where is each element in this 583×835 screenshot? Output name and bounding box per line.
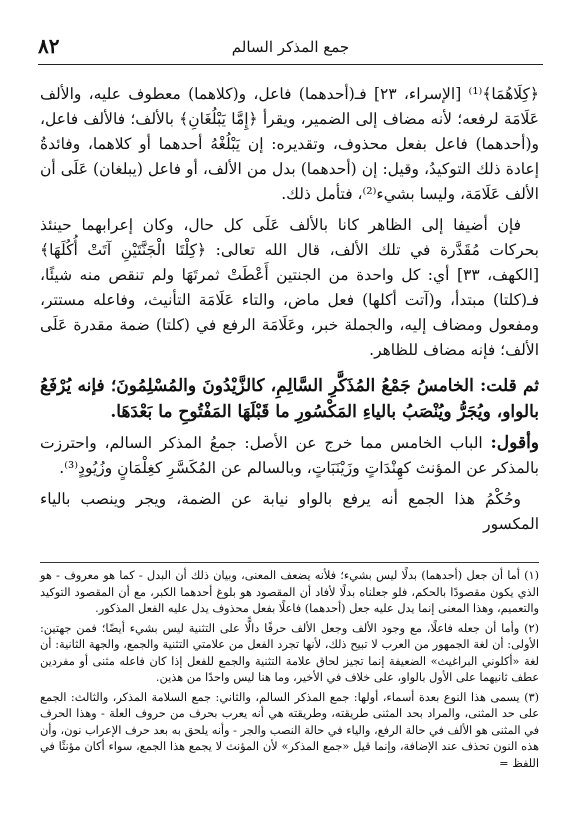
main-text: [40, 82, 539, 543]
footnote-1: (١) أما أن جعل (أحدهما) بدلًا ليس بشيء؛ فلأنه يضعف المعنى، وبيان ذلك أن البدل - كما هو معروف - هو الذي يكون مقصودًا بالحكم، فلو جعلناه بدلًا لأفاد أن المقصود هو بلوغ أحدهما الكبر، مع أن المقصود التوكيد والتعميم، وهذا المعنى إنما يدل عليه جعل (أحدهما) فاعلًا بفعل محذوف يدل عليه الفعل المذكور.: [40, 569, 539, 615]
paragraph-kilahuma: ﴿كِلَاهُمَا﴾⁽¹⁾ [الإسراء، ٢٣] فـ(أحدهما) فاعل، و(كلاهما) معطوف عليه، والألف عَلَامَة لرفعه؛ لأنه مضاف إلى الضمير، ويقرأ ﴿إِمَّا يَبْلُغَانِ﴾ بالألف؛ فالألف فاعل، و(أحدهما) فاعل بفعل محذوف، وتقديره: إن يَبْلُغْهُ أحدهما أو كلاهما، وفائدةُ إعادة ذلك التوكيدُ، وقيل: إن (أحدهما) بدل من الألف، أو فاعل (يبلغان) عَلَى أن الألف عَلَامَة، وليسا بشيء⁽²⁾، فتأمل ذلك.: [40, 85, 539, 203]
page-number: ٨٢: [38, 34, 60, 58]
matn-statement: ثم قلت: الخامسُ جَمْعُ المُذَكَّرِ السَّالِمِ، كالزَّيْدُونَ والمُسْلِمُونَ؛ فإنه يُرْفَعُ بالواو، ويُجَرُّ ويُنْصَبُ بالياءِ المَكْسُورِ ما قَبْلَهَا المَفْتُوحِ ما بَعْدَهَا.: [40, 376, 539, 422]
sharh-text: الباب الخامس مما خرج عن الأصل: جمعُ المذكر السالم، واحترزت بالمذكر عن المؤنث كهِنْدَاتٍ وزَيْنَبَاتٍ، وبالسالم عن المُكَسَّرِ كغِلْمَانٍ وزُيُودٍ⁽³⁾.: [40, 434, 539, 477]
footnote-2: (٢) وأما أن جعله فاعلًا، مع وجود الألف وجعل الألف حرفًا دالًّا على التثنية ليس بشيء أيضًا؛ فمن جهتين: الأولى: أن لغة الجمهور من العرب لا تبيح ذلك، لأنها تجرد الفعل من علامتي التثنية والجمع، والجهة الثانية: أن لغة «أكلوني البراغيث» الضعيفة إنما تجيز لحاق علامة التثنية والجمع للفعل إذا كان فاعله مثنى أو مفردين عطف ثانيهما على الأول بالواو، على خلاف في الأخير، وما هنا ليس واحدًا من هذين.: [40, 621, 539, 684]
footnote-divider: [40, 562, 539, 563]
running-title: جمع المذكر السالم: [231, 38, 350, 56]
footnotes: [40, 568, 539, 775]
paragraph-idafa-zahir: فإن أضيفا إلى الظاهر كانا بالألف عَلَى كل حال، وكان إعرابهما حينئذ بحركات مُقَدَّرة في تلك الألف، قال الله تعالى: ﴿كِلْتَا الْجَنَّتَيْنِ آتَتْ أُكُلَهَا﴾ [الكهف، ٣٣] أي: كل واحدة من الجنتين أَعْطَتْ ثمرتَهَا ولم تنقص منه شيئًا، فـ(كلتا) مبتدأ، و(آتت أكلها) فعل ماض، والتاء عَلَامَة التأنيث، وفاعله مستتر، ومفعول ومضاف إليه، والجملة خبر، وعَلَامَة الرفع في (كلتا) ضمة مقدرة عَلَى الألف؛ فإنه مضاف للظاهر.: [40, 216, 539, 359]
paragraph-sharh: [40, 431, 539, 481]
paragraph-hukm: وحُكْمُ هذا الجمع أنه يرفع بالواو نيابة عن الضمة، ويجر وينصب بالياء المكسور: [40, 490, 539, 533]
qawl-label: وأقول:: [490, 433, 539, 453]
footnote-3: (٣) يسمى هذا النوع بعدة أسماء، أولها: جمع المذكر السالم، والثاني: جمع السلامة المذكر، والثالث: الجمع على حد المثنى، والمراد بحد المثنى طريقته، وطريقته هي أنه يعرب بحرف من حروف العلة - وهذا الحرف في المثنى هو الألف في حالة الرفع، والياء في حالة النصب والجر - وأنه يلحق به بعد حرف الإعراب نون، وأن هذه النون تحذف عند الإضافة، وإنما قيل «جمع المذكر» لأن المؤنث لا يجمع هذا الجمع، سواء أكان مؤنثًا في اللفظ =: [40, 690, 539, 770]
page-header: [38, 30, 543, 65]
